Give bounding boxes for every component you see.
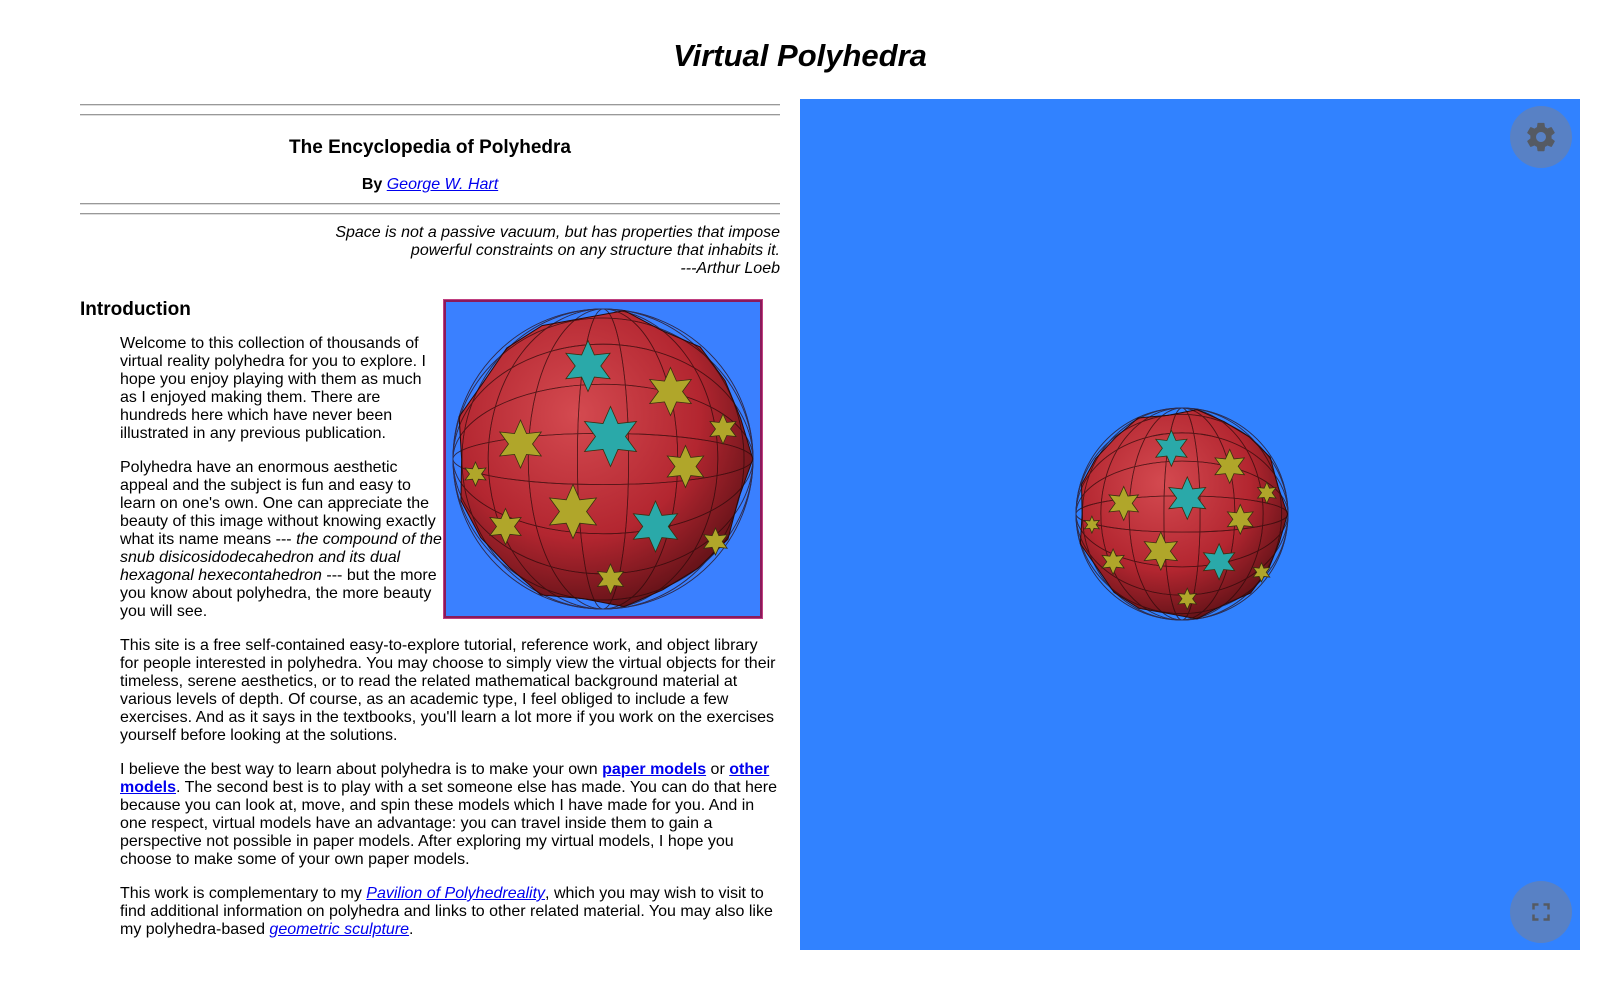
paper-models-link[interactable]: paper models — [602, 761, 707, 778]
sculpture-link[interactable]: geometric sculpture — [269, 921, 410, 938]
intro-paragraph-5 — [120, 885, 780, 939]
text-span: Polyhedra have an enormous aesthetic appeal and the subject is fun and easy to learn on one's own. One can appreciate the beauty of this image without knowing exactly what its name means --- — [120, 459, 436, 548]
text-span: I believe the best way to learn about polyhedra is to make your own — [120, 761, 603, 778]
compound-name: the compound of the snub disicosidodecahedron and its dual hexagonal hexecontahedron — [120, 531, 442, 584]
divider — [80, 203, 780, 205]
divider — [80, 104, 780, 106]
quote-line-1: Space is not a passive vacuum, but has properties that impose — [335, 224, 780, 241]
other-models-link[interactable]: other models — [120, 761, 770, 796]
intro-paragraph-2 — [120, 459, 442, 621]
polyhedron-3d-model[interactable] — [800, 99, 1580, 950]
text-span: , which you may wish to visit to find additional information on polyhedra and links to other related material. You may also like my polyhedra-based — [120, 885, 773, 938]
text-span: --- but the more you know about polyhedra, the more beauty you will see. — [120, 567, 437, 620]
intro-heading: Introduction — [80, 299, 191, 320]
text-span: . — [409, 921, 414, 938]
text-span: or — [706, 761, 730, 778]
encyclopedia-title: The Encyclopedia of Polyhedra — [289, 137, 571, 158]
polyhedron-image — [444, 300, 762, 618]
settings-button[interactable] — [1510, 106, 1572, 168]
author-link[interactable]: George W. Hart — [386, 176, 499, 193]
vrml-viewer[interactable] — [800, 99, 1580, 950]
intro-paragraph-4 — [120, 761, 780, 869]
epigraph — [80, 224, 780, 278]
page-title: Virtual Polyhedra — [673, 38, 927, 73]
quote-line-2: powerful constraints on any structure that inhabits it. — [410, 242, 780, 259]
fullscreen-icon — [1526, 897, 1556, 927]
polyhedron-illustration — [446, 302, 760, 616]
quote-attribution: ---Arthur Loeb — [680, 260, 780, 277]
intro-paragraph-1: Welcome to this collection of thousands of virtual reality polyhedra for you to explore. I hope you enjoy playing with them as much as I enjoyed making them. There are hundreds here which have never been illustrated in any previous publication. — [120, 335, 426, 442]
byline — [80, 175, 780, 195]
fullscreen-button[interactable] — [1510, 881, 1572, 943]
pavilion-link[interactable]: Pavilion of Polyhedreality — [366, 885, 546, 902]
divider — [80, 213, 780, 215]
divider — [80, 114, 780, 116]
text-span: . The second best is to play with a set someone else has made. You can do that here because you can look at, move, and spin these models which I have made for you. And in one respect, virtual models have an advantage: you can travel inside them to gain a perspective not possible in paper models. After exploring my virtual models, I hope you choose to make some of your own paper models. — [120, 779, 777, 868]
text-span: This work is complementary to my — [120, 885, 367, 902]
article — [80, 100, 780, 955]
intro-paragraph-3: This site is a free self-contained easy-to-explore tutorial, reference work, and object library for people interested in polyhedra. You may choose to simply view the virtual objects for their timeless, serene aesthetics, or to read the related mathematical background material at various levels of depth. Of course, as an academic type, I feel obliged to include a few exercises. And as it says in the textbooks, you'll learn a lot more if you work on the exercises yourself before looking at the solutions. — [120, 637, 776, 744]
gear-icon — [1524, 120, 1558, 154]
by-label: By — [361, 176, 383, 193]
